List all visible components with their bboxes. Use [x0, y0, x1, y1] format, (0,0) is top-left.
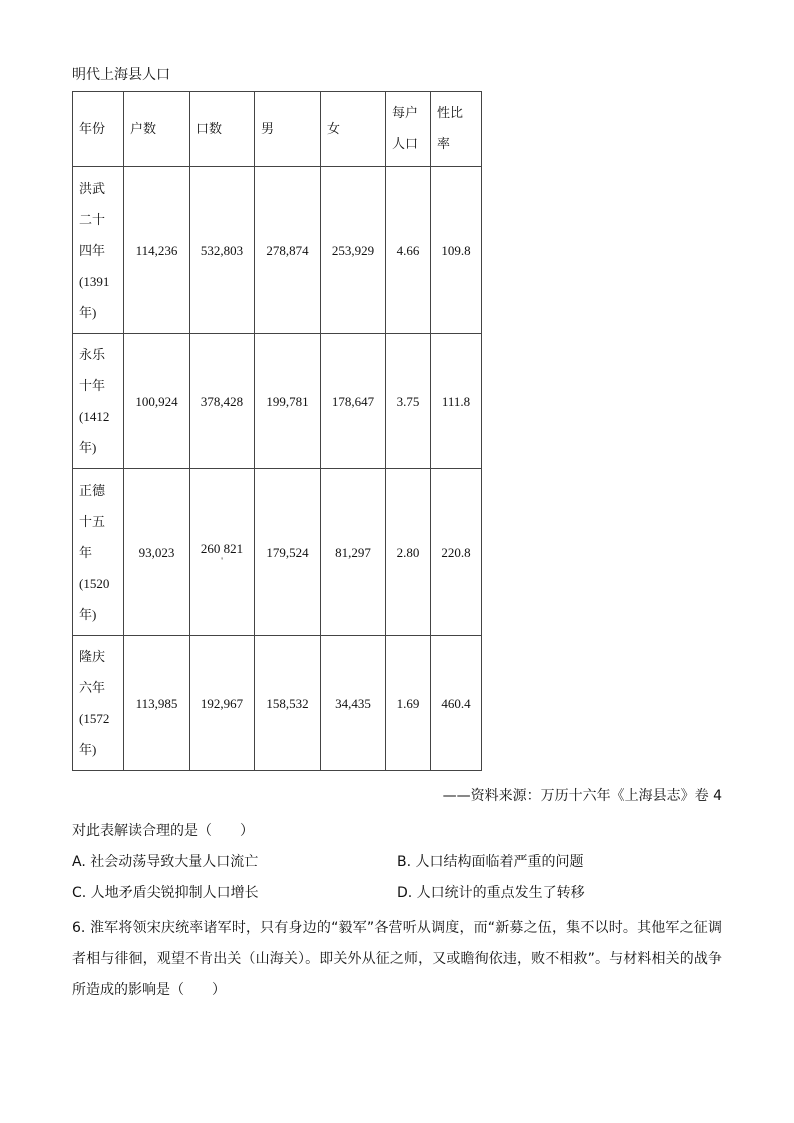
population-cell: 378,428 [190, 334, 255, 469]
sex-ratio-cell: 460.4 [431, 636, 482, 771]
sex-ratio-cell: 109.8 [431, 167, 482, 334]
per-household-cell: 3.75 [386, 334, 431, 469]
header-year: 年份 [73, 92, 124, 167]
header-households: 户数 [124, 92, 190, 167]
female-cell: 253,929 [321, 167, 386, 334]
households-cell: 113,985 [124, 636, 190, 771]
table-row [73, 334, 482, 469]
male-cell: 199,781 [255, 334, 321, 469]
source-citation: ——资料来源：万历十六年《上海县志》卷 4 [442, 788, 722, 804]
header-female: 女 [321, 92, 386, 167]
year-cell: 永乐 十年 (1412 年) [73, 334, 124, 469]
option-b: B. 人口结构面临着严重的问题 [397, 854, 584, 870]
year-cell: 洪武 二十 四年 (1391 年) [73, 167, 124, 334]
male-cell: 278,874 [255, 167, 321, 334]
per-household-cell: 2.80 [386, 469, 431, 636]
question-6: 6. 淮军将领宋庆统率诸军时，只有身边的“毅军”各营听从调度，而“新募之伍，集不以时。其他军之征调者相与徘徊，观望不肯出关（山海关）。即关外从征之师，又或瞻徇依违，败不相救”。与材料相关的战争所造成的影响是（ ） [72, 920, 722, 998]
population-cell: 260 821 ' [190, 469, 255, 636]
population-cell: 192,967 [190, 636, 255, 771]
question-stem: 对此表解读合理的是（ ） [72, 823, 254, 839]
table-caption: 明代上海县人口 [72, 67, 170, 83]
households-cell: 100,924 [124, 334, 190, 469]
option-c: C. 人地矛盾尖锐抑制人口增长 [72, 885, 259, 901]
table-row [73, 469, 482, 636]
female-cell: 178,647 [321, 334, 386, 469]
header-per-household: 每户 人口 [386, 92, 431, 167]
male-cell: 158,532 [255, 636, 321, 771]
population-table [72, 91, 482, 771]
option-a: A. 社会动荡导致大量人口流亡 [72, 854, 259, 870]
male-cell: 179,524 [255, 469, 321, 636]
year-cell: 隆庆 六年 (1572 年) [73, 636, 124, 771]
header-sex-ratio: 性比 率 [431, 92, 482, 167]
table-row [73, 167, 482, 334]
sex-ratio-cell: 111.8 [431, 334, 482, 469]
header-population: 口数 [190, 92, 255, 167]
table-row [73, 636, 482, 771]
header-male: 男 [255, 92, 321, 167]
sex-ratio-cell: 220.8 [431, 469, 482, 636]
year-cell: 正德 十五 年 (1520 年) [73, 469, 124, 636]
population-cell: 532,803 [190, 167, 255, 334]
female-cell: 34,435 [321, 636, 386, 771]
option-d: D. 人口统计的重点发生了转移 [397, 885, 585, 901]
households-cell: 114,236 [124, 167, 190, 334]
female-cell: 81,297 [321, 469, 386, 636]
per-household-cell: 1.69 [386, 636, 431, 771]
households-cell: 93,023 [124, 469, 190, 636]
table-header-row [73, 92, 482, 167]
per-household-cell: 4.66 [386, 167, 431, 334]
